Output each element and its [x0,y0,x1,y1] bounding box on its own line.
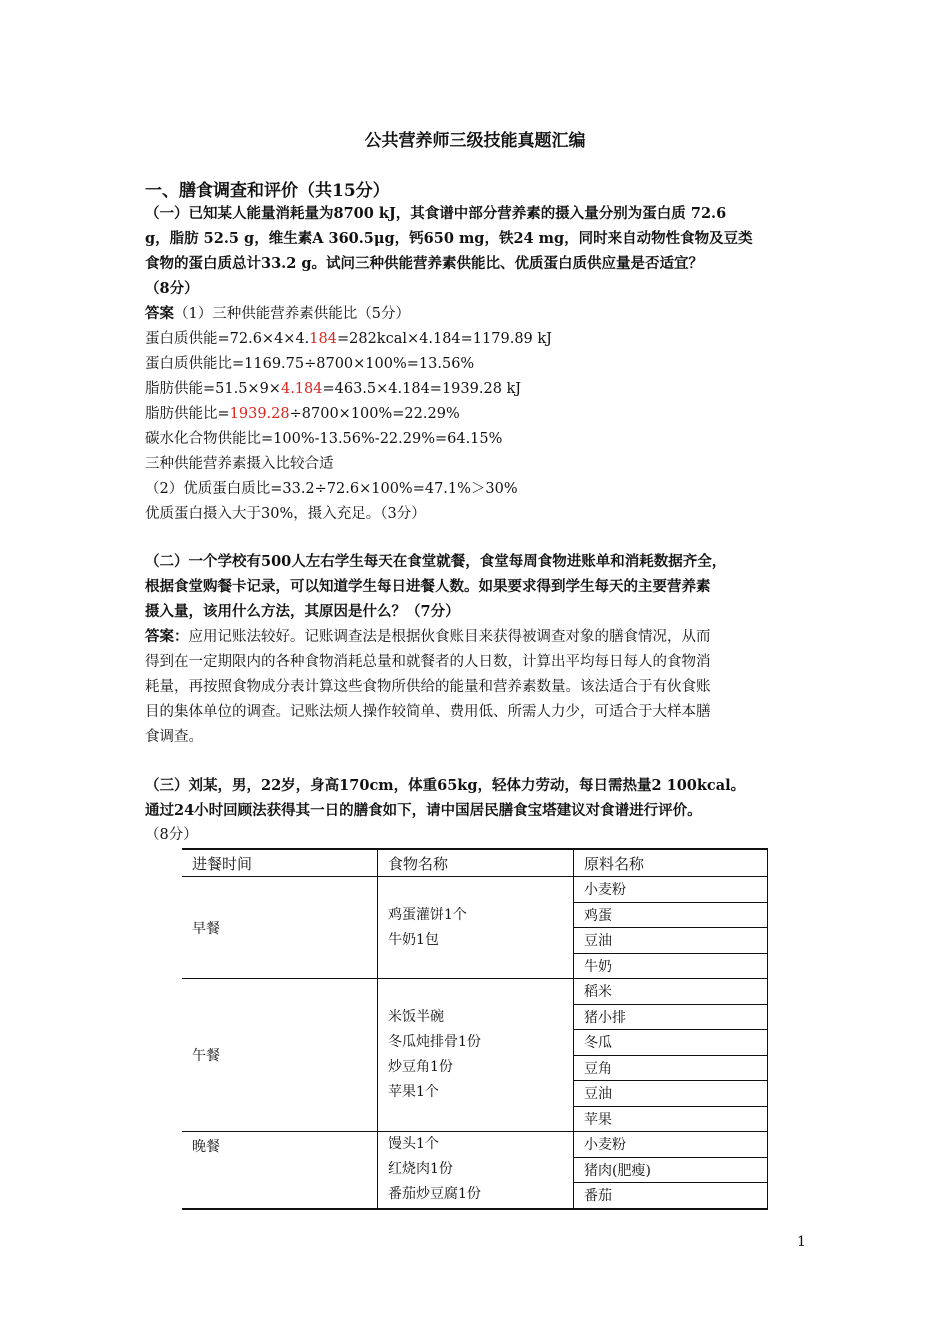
meal-table [182,848,768,1210]
answer-line: 得到在一定期限内的各种食物消耗总量和就餐者的人日数，计算出平均每日每人的食物消 [145,654,711,670]
answer-line: 碳水化合物供能比=100%-13.56%-22.29%=64.15% [145,431,503,447]
table-row [182,877,768,903]
question-line: （一）已知某人能量消耗量为8700 kJ，其食谱中部分营养素的摄入量分别为蛋白质 72.6 [145,205,727,222]
answer-line: 食调查。 [145,729,203,745]
answer-text: =463.5×4.184=1939.28 kJ [322,381,522,397]
answer-2 [145,624,805,750]
header-raw-material: 原料名称 [574,849,768,877]
raw-material-cell: 豆油 [574,1081,768,1107]
answer-text: 蛋白质供能=72.6×4×4. [145,331,310,347]
food-item: 苹果1个 [388,1084,439,1100]
answer-line: 优质蛋白摄入大于30%，摄入充足。（3分） [145,506,426,522]
raw-material-cell: 牛奶 [574,953,768,979]
food-item: 鸡蛋灌饼1个 [388,906,467,923]
answer-line: 目的集体单位的调查。记账法烦人操作较简单、费用低、所需人力少，可适合于大样本膳 [145,704,711,720]
answer-line [145,402,805,427]
question-line: 食物的蛋白质总计33.2 g。试问三种供能营养素供能比、优质蛋白质供应量是否适宜？ [145,255,703,272]
question-1 [145,201,805,527]
question-2-text [145,549,805,624]
meal-time-cell: 午餐 [182,979,378,1132]
raw-material-cell: 小麦粉 [574,1132,768,1158]
raw-material-cell: 苹果 [574,1106,768,1132]
answer-line [145,327,805,352]
question-2 [145,549,805,750]
answer-text: 脂肪供能比= [145,406,230,422]
food-item: 炒豆角1份 [388,1059,453,1075]
food-item: 红烧肉1份 [388,1161,453,1177]
food-item: 冬瓜炖排骨1份 [388,1034,481,1050]
answer-text: 应用记账法较好。记账调查法是根据伙食账目来获得被调查对象的膳食情况，从而 [188,629,711,645]
question-3 [145,773,805,848]
question-line: （二）一个学校有500人左右学生每天在食堂就餐，食堂每周食物进账单和消耗数据齐全， [145,553,727,570]
food-item: 牛奶1包 [388,931,439,948]
raw-material-cell: 稻米 [574,979,768,1005]
question-line: g，脂肪 52.5 g，维生素A 360.5μg，钙650 mg，铁24 mg，同时来自动物性食物及豆类 [145,230,753,247]
question-line: 根据食堂购餐卡记录，可以知道学生每日进餐人数。如果要求得到学生每天的主要营养素 [145,578,711,595]
raw-material-cell: 鸡蛋 [574,902,768,928]
answer-text: 脂肪供能=51.5×9× [145,381,281,397]
answer-text: （1）三种供能营养素供能比（5分） [174,306,410,322]
food-item: 米饭半碗 [388,1009,444,1025]
answer-text: =282kcal×4.184=1179.89 kJ [336,331,552,347]
question-3-text [145,773,805,823]
table-row [182,1132,768,1158]
header-meal-time: 进餐时间 [182,849,378,877]
question-line: （8分） [145,280,199,297]
question-line: （三）刘某，男，22岁，身高170cm，体重65kg，轻体力劳动，每日需热量2 100kcal。 [145,777,746,794]
question-score: （8分） [145,827,198,843]
highlight-text: 1939.28 [229,406,290,422]
question-line: 摄入量，该用什么方法，其原因是什么？（7分） [145,603,460,620]
food-name-cell [378,877,574,979]
raw-material-cell: 猪小排 [574,1004,768,1030]
meal-time-cell: 晚餐 [182,1132,378,1209]
answer-label: 答案： [145,628,189,645]
raw-material-cell: 冬瓜 [574,1030,768,1056]
answer-label: 答案 [145,305,174,322]
raw-material-cell: 番茄 [574,1183,768,1209]
answer-line: （2）优质蛋白质比=33.2÷72.6×100%=47.1%＞30% [145,481,518,497]
answer-text: ÷8700×100%=22.29% [289,406,460,422]
answer-line [145,301,805,327]
food-item: 番茄炒豆腐1份 [388,1186,481,1202]
answer-line: 三种供能营养素摄入比较合适 [145,456,334,472]
answer-line [145,377,805,402]
table-header-row [182,849,768,877]
question-line: 通过24小时回顾法获得其一日的膳食如下，请中国居民膳食宝塔建议对食谱进行评价。 [145,802,702,819]
food-name-cell [378,979,574,1132]
highlight-text: 4.184 [280,381,323,397]
raw-material-cell: 小麦粉 [574,877,768,903]
answer-1 [145,301,805,527]
header-food-name: 食物名称 [378,849,574,877]
meal-time-cell: 早餐 [182,877,378,979]
table-row [182,979,768,1005]
food-name-cell [378,1132,574,1209]
page-number: 1 [797,1234,806,1250]
answer-line [145,624,805,650]
raw-material-cell: 豆角 [574,1055,768,1081]
food-item: 馒头1个 [388,1136,439,1152]
question-1-text [145,201,805,301]
answer-line: 耗量，再按照食物成分表计算这些食物所供给的能量和营养素数量。该法适合于有伙食账 [145,679,711,695]
raw-material-cell: 猪肉(肥瘦) [574,1157,768,1183]
answer-line: 蛋白质供能比=1169.75÷8700×100%=13.56% [145,356,475,372]
highlight-text: 184 [309,331,337,347]
section-heading: 一、膳食调查和评价（共15分） [145,181,390,201]
document-title: 公共营养师三级技能真题汇编 [364,131,586,151]
raw-material-cell: 豆油 [574,928,768,954]
